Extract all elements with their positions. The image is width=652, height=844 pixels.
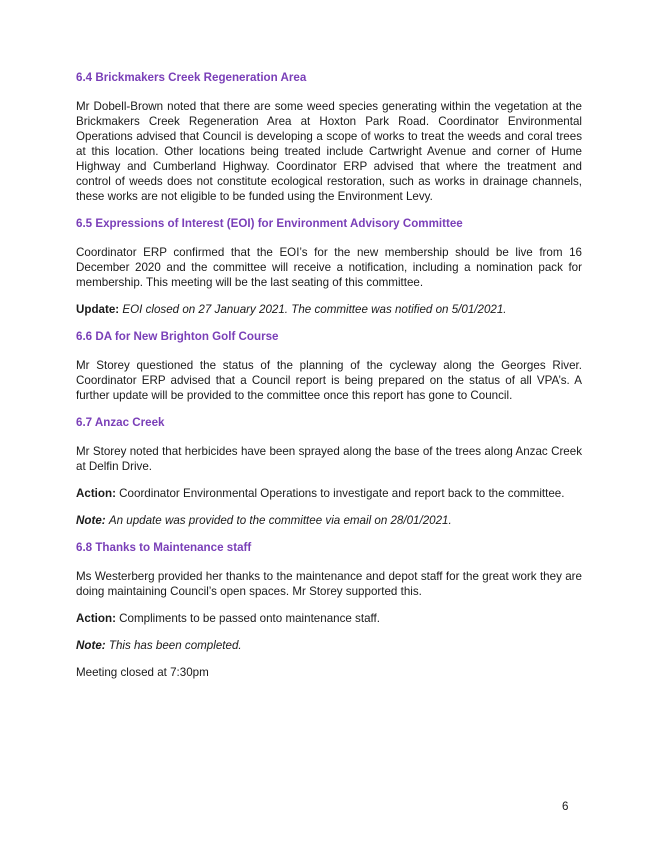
page-number: 6 [562, 800, 569, 813]
note-label: Note: [76, 639, 106, 652]
action-label: Action: [76, 612, 116, 625]
action-text: Coordinator Environmental Operations to investigate and report back to the committee. [119, 487, 565, 500]
section-6-8 [76, 540, 582, 653]
note-label: Note: [76, 514, 106, 527]
section-6-4 [76, 70, 582, 204]
section-heading: 6.7 Anzac Creek [76, 416, 165, 429]
action-label: Action: [76, 487, 116, 500]
section-heading: 6.8 Thanks to Maintenance staff [76, 541, 252, 554]
section-paragraph: Mr Storey questioned the status of the planning of the cycleway along the Georges River. Coordinator ERP advised that a Council report is being prepared on the status of all VPA’s. A further update will be provided to the committee once this report has gone to Council. [76, 359, 582, 402]
update-label: Update: [76, 303, 120, 316]
action-line [76, 486, 582, 501]
action-line [76, 611, 582, 626]
section-paragraph: Coordinator ERP confirmed that the EOI’s for the new membership should be live from 16 December 2020 and the committee will receive a notification, including a nomination pack for membership. This meeting will be the last seating of this committee. [76, 246, 582, 289]
section-6-7 [76, 415, 582, 528]
section-heading: 6.4 Brickmakers Creek Regeneration Area [76, 71, 307, 84]
section-heading: 6.5 Expressions of Interest (EOI) for Environment Advisory Committee [76, 217, 463, 230]
meeting-closed: Meeting closed at 7:30pm [76, 666, 209, 679]
section-heading: 6.6 DA for New Brighton Golf Course [76, 330, 279, 343]
section-6-5 [76, 216, 582, 317]
note-line [76, 513, 582, 528]
update-text: EOI closed on 27 January 2021. The committee was notified on 5/01/2021. [122, 303, 507, 316]
section-paragraph: Ms Westerberg provided her thanks to the maintenance and depot staff for the great work they are doing maintaining Council’s open spaces. Mr Storey supported this. [76, 570, 582, 598]
section-paragraph: Mr Dobell-Brown noted that there are some weed species generating within the vegetation at the Brickmakers Creek Regeneration Area at Hoxton Park Road. Coordinator Environmental Operations advised that Council is developing a scope of works to treat the weeds and coral trees at this location. Other locations being treated include Cartwright Avenue and corner of Hume Highway and Cumberland Highway. Coordinator ERP advised that where the treatment and control of weeds does not constitute ecological restoration, such as works in drainage channels, these works are not eligible to be funded using the Environment Levy. [76, 100, 582, 203]
action-text: Compliments to be passed onto maintenance staff. [119, 612, 380, 625]
section-paragraph: Mr Storey noted that herbicides have been sprayed along the base of the trees along Anzac Creek at Delfin Drive. [76, 445, 582, 473]
note-text: This has been completed. [108, 639, 242, 652]
minutes-content [76, 70, 582, 692]
update-line [76, 302, 582, 317]
section-6-6 [76, 329, 582, 403]
note-text: An update was provided to the committee via email on 28/01/2021. [108, 514, 452, 527]
note-line [76, 638, 582, 653]
